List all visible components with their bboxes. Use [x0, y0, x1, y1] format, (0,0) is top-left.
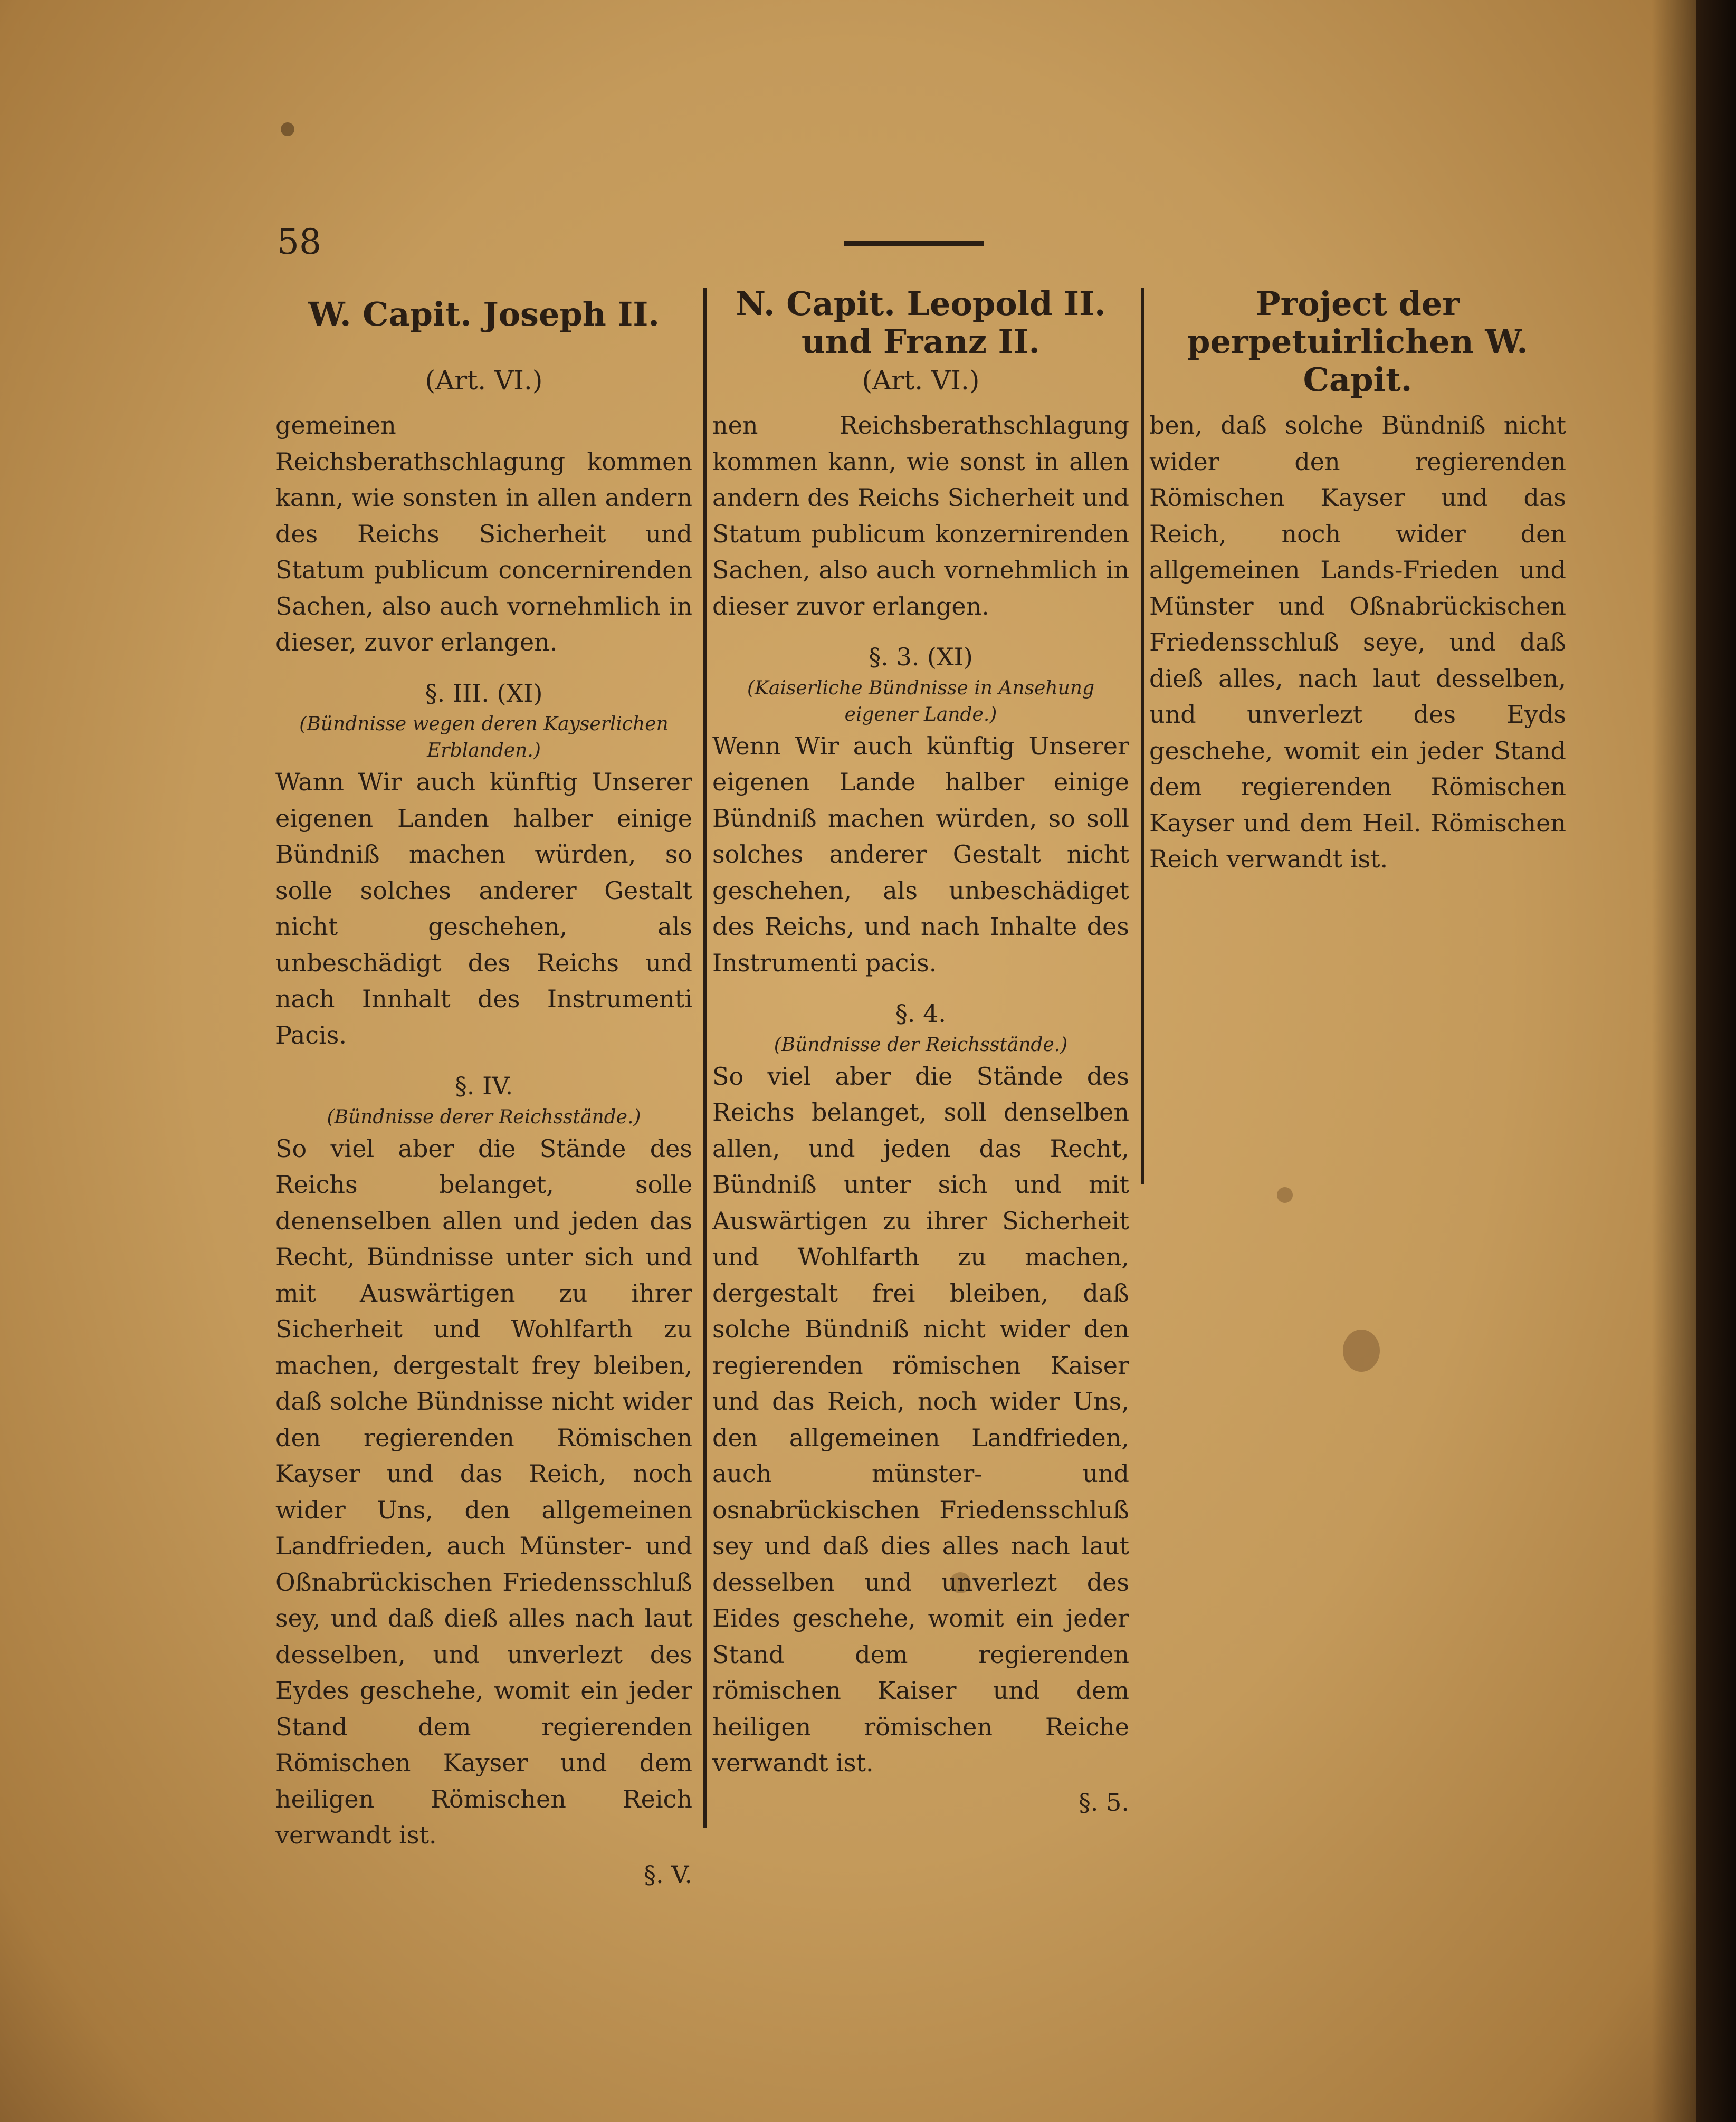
section-subtitle: (Bündnisse der Reichsstände.) — [774, 1034, 1068, 1056]
column-rule — [1141, 288, 1144, 1184]
article-label: (Art. VI.) — [862, 365, 980, 396]
column-perpetual-project — [1149, 285, 1566, 877]
paragraph: So viel aber die Stände des Reichs belanget, solle denenselben allen und jeden das Recht, Bündnisse unter sich und mit Auswärtigen zu ihrer Sicherheit und Wohlfarth zu machen, dergestalt frey bleiben, daß solche Bündnisse nicht wider den regierenden Römischen Kayser und das Reich, noch wider Uns, den allgemeinen Landfrieden, auch Münster- und Oßnabrückischen Friedensschluß sey, und daß dieß alles nach laut desselben, und unverlezt des Eydes geschehe, womit ein jeder Stand dem regierenden Römischen Kayser und dem heiligen Römischen Reich verwandt ist. — [275, 1134, 692, 1849]
catchword: §. 5. — [1078, 1788, 1129, 1817]
section-heading: §. 4. — [895, 999, 947, 1028]
column-joseph — [275, 285, 692, 1892]
foxing-stain — [1343, 1330, 1380, 1372]
paragraph: Wenn Wir auch künftig Unserer eigenen Lande halber einige Bündniß machen würden, so soll solches anderer Gestalt nicht geschehen, als unbeschädiget des Reichs, und nach Inhalte des Instrumenti pacis. — [712, 731, 1129, 977]
article-label: (Art. VI.) — [425, 365, 543, 396]
section-subtitle: (Bündnisse wegen deren Kayserlichen Erblanden.) — [299, 713, 669, 761]
page-number: 58 — [277, 222, 321, 262]
catchword: §. V. — [643, 1860, 692, 1889]
foxing-stain — [1277, 1187, 1293, 1203]
page-gutter — [1652, 0, 1696, 2122]
section-subtitle: (Bündnisse derer Reichsstände.) — [327, 1106, 641, 1128]
section-heading: §. 3. (XI) — [869, 643, 973, 671]
column-title: W. Capit. Joseph II. — [308, 295, 660, 333]
section-heading: §. IV. — [454, 1072, 513, 1100]
column-title: N. Capit. Leopold II. und Franz II. — [736, 284, 1106, 361]
paragraph: So viel aber die Stände des Reichs belanget, soll denselben allen, und jeden das Recht, Bündniß unter sich und mit Auswärtigen zu ihrer Sicherheit und Wohlfarth zu machen, dergestalt frei bleiben, daß solche Bündniß nicht wider den regierenden römischen Kaiser und das Reich, noch wider Uns, den allgemeinen Landfrieden, auch münster- und osnabrückischen Friedensschluß sey und daß dies alles nach laut desselben und unverlezt des Eides geschehe, womit ein jeder Stand dem regierenden römischen Kaiser und dem heiligen römischen Reiche verwandt ist. — [712, 1062, 1129, 1777]
paragraph: gemeinen Reichsberathschlagung kommen kann, wie sonsten in allen andern des Reichs Sicherheit und Statum publicum concernirenden Sachen, also auch vornehmlich in dieser, zuvor erlangen. — [275, 411, 692, 656]
section-heading: §. III. (XI) — [425, 678, 543, 708]
ink-spot — [281, 122, 294, 136]
column-rule — [703, 288, 707, 1828]
header-rule — [844, 241, 984, 246]
section-subtitle: (Kaiserliche Bündnisse in Ansehung eigener Lande.) — [747, 677, 1094, 725]
paragraph: ben, daß solche Bündniß nicht wider den regierenden Römischen Kayser und das Reich, noch wider den allgemeinen Lands-Frieden und Münster und Oßnabrückischen Friedensschluß seye, und daß dieß alles, nach laut desselben, und unverlezt des Eyds geschehe, womit ein jeder Stand dem regierenden Römischen Kayser und dem Heil. Römischen Reich verwandt ist. — [1149, 411, 1566, 873]
book-spine — [1696, 0, 1736, 2122]
column-title: Project der perpetuirlichen W. Capit. — [1187, 284, 1528, 399]
paragraph: Wann Wir auch künftig Unserer eigenen Landen halber einige Bündniß machen würden, so solle solches anderer Gestalt nicht geschehen, als unbeschädigt des Reichs und nach Innhalt des Instrumenti Pacis. — [275, 768, 692, 1049]
paragraph: nen Reichsberathschlagung kommen kann, wie sonst in allen andern des Reichs Sicherheit und Statum publicum konzernirenden Sachen, also auch vornehmlich in dieser zuvor erlangen. — [712, 411, 1129, 620]
column-leopold-franz — [712, 285, 1129, 1820]
